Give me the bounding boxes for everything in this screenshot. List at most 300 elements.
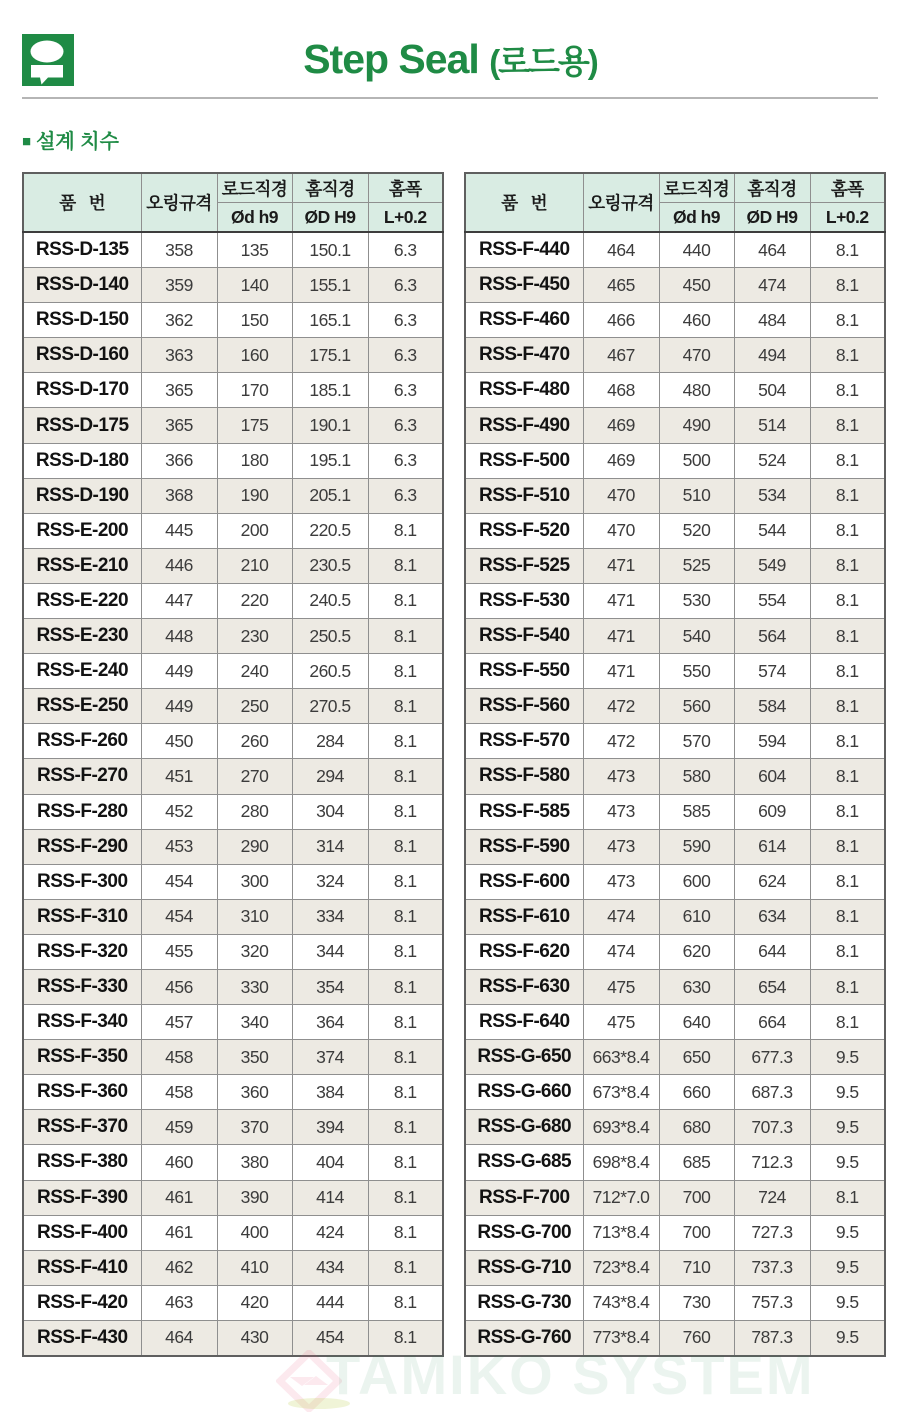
groove-width-cell: 9.5 — [810, 1285, 885, 1320]
rod-diameter-cell: 280 — [217, 794, 292, 829]
rod-diameter-cell: 330 — [217, 969, 292, 1004]
rod-diameter-cell: 550 — [659, 654, 734, 689]
column-subheader-groove_diameter: ØD H9 — [292, 203, 368, 233]
table-row — [465, 478, 885, 513]
oring-spec-cell: 473 — [583, 864, 659, 899]
part-number-cell: RSS-F-510 — [465, 478, 583, 513]
part-number-cell: RSS-F-380 — [23, 1145, 141, 1180]
groove-diameter-cell: 504 — [734, 373, 810, 408]
groove-width-cell: 8.1 — [368, 1180, 443, 1215]
part-number-cell: RSS-F-290 — [23, 829, 141, 864]
part-number-cell: RSS-F-400 — [23, 1215, 141, 1250]
table-row — [465, 268, 885, 303]
part-number-cell: RSS-E-250 — [23, 689, 141, 724]
groove-diameter-cell: 524 — [734, 443, 810, 478]
rod-diameter-cell: 520 — [659, 513, 734, 548]
groove-width-cell: 8.1 — [810, 724, 885, 759]
oring-spec-cell: 455 — [141, 934, 217, 969]
groove-width-cell: 8.1 — [810, 864, 885, 899]
table-row — [465, 513, 885, 548]
rod-diameter-cell: 380 — [217, 1145, 292, 1180]
groove-diameter-cell: 195.1 — [292, 443, 368, 478]
groove-diameter-cell: 757.3 — [734, 1285, 810, 1320]
table-row — [465, 408, 885, 443]
part-number-cell: RSS-F-360 — [23, 1075, 141, 1110]
rod-diameter-cell: 190 — [217, 478, 292, 513]
table-row — [23, 1110, 443, 1145]
oring-spec-cell: 365 — [141, 373, 217, 408]
table-row — [23, 478, 443, 513]
table-row — [23, 1250, 443, 1285]
part-number-cell: RSS-G-660 — [465, 1075, 583, 1110]
rod-diameter-cell: 480 — [659, 373, 734, 408]
oring-spec-cell: 471 — [583, 619, 659, 654]
groove-diameter-cell: 155.1 — [292, 268, 368, 303]
part-number-cell: RSS-F-620 — [465, 934, 583, 969]
rod-diameter-cell: 140 — [217, 268, 292, 303]
oring-spec-cell: 475 — [583, 1005, 659, 1040]
rod-diameter-cell: 220 — [217, 583, 292, 618]
groove-diameter-cell: 604 — [734, 759, 810, 794]
step-seal-logo-icon — [22, 34, 74, 86]
rod-diameter-cell: 640 — [659, 1005, 734, 1040]
part-number-cell: RSS-G-685 — [465, 1145, 583, 1180]
rod-diameter-cell: 180 — [217, 443, 292, 478]
oring-spec-cell: 723*8.4 — [583, 1250, 659, 1285]
rod-diameter-cell: 700 — [659, 1180, 734, 1215]
table-row — [23, 338, 443, 373]
groove-width-cell: 6.3 — [368, 443, 443, 478]
column-header-groove_diameter: 홈직경 — [734, 173, 810, 203]
groove-width-cell: 8.1 — [810, 303, 885, 338]
groove-diameter-cell: 344 — [292, 934, 368, 969]
table-row — [465, 1075, 885, 1110]
groove-width-cell: 8.1 — [368, 1075, 443, 1110]
table-row — [23, 829, 443, 864]
header-divider — [22, 97, 878, 99]
table-row — [23, 654, 443, 689]
part-number-cell: RSS-F-480 — [465, 373, 583, 408]
groove-width-cell: 8.1 — [810, 232, 885, 268]
oring-spec-cell: 359 — [141, 268, 217, 303]
column-subheader-groove_width: L+0.2 — [368, 203, 443, 233]
groove-diameter-cell: 394 — [292, 1110, 368, 1145]
part-number-cell: RSS-D-135 — [23, 232, 141, 268]
column-header-groove_width: 홈폭 — [810, 173, 885, 203]
groove-width-cell: 9.5 — [810, 1075, 885, 1110]
rod-diameter-cell: 270 — [217, 759, 292, 794]
oring-spec-cell: 773*8.4 — [583, 1320, 659, 1356]
part-number-cell: RSS-F-540 — [465, 619, 583, 654]
table-row — [465, 1110, 885, 1145]
rod-diameter-cell: 540 — [659, 619, 734, 654]
part-number-cell: RSS-F-640 — [465, 1005, 583, 1040]
part-number-cell: RSS-F-430 — [23, 1320, 141, 1356]
oring-spec-cell: 366 — [141, 443, 217, 478]
oring-spec-cell: 743*8.4 — [583, 1285, 659, 1320]
groove-width-cell: 8.1 — [368, 1145, 443, 1180]
oring-spec-cell: 698*8.4 — [583, 1145, 659, 1180]
rod-diameter-cell: 240 — [217, 654, 292, 689]
groove-width-cell: 8.1 — [810, 583, 885, 618]
oring-spec-cell: 471 — [583, 654, 659, 689]
column-header-rod_diameter: 로드직경 — [217, 173, 292, 203]
rod-diameter-cell: 210 — [217, 548, 292, 583]
part-number-cell: RSS-F-500 — [465, 443, 583, 478]
part-number-cell: RSS-F-370 — [23, 1110, 141, 1145]
rod-diameter-cell: 320 — [217, 934, 292, 969]
oring-spec-cell: 470 — [583, 478, 659, 513]
oring-spec-cell: 712*7.0 — [583, 1180, 659, 1215]
table-row — [23, 513, 443, 548]
rod-diameter-cell: 340 — [217, 1005, 292, 1040]
table-row — [23, 689, 443, 724]
rod-diameter-cell: 680 — [659, 1110, 734, 1145]
oring-spec-cell: 449 — [141, 654, 217, 689]
groove-width-cell: 8.1 — [368, 583, 443, 618]
table-row — [465, 1180, 885, 1215]
table-row — [23, 1040, 443, 1075]
part-number-cell: RSS-F-450 — [465, 268, 583, 303]
groove-width-cell: 8.1 — [810, 1180, 885, 1215]
groove-width-cell: 8.1 — [368, 724, 443, 759]
table-row — [23, 1180, 443, 1215]
part-number-cell: RSS-F-260 — [23, 724, 141, 759]
oring-spec-cell: 663*8.4 — [583, 1040, 659, 1075]
spec-tables-container — [22, 172, 878, 1357]
rod-diameter-cell: 290 — [217, 829, 292, 864]
table-row — [23, 759, 443, 794]
table-row — [23, 268, 443, 303]
groove-diameter-cell: 594 — [734, 724, 810, 759]
groove-width-cell: 8.1 — [810, 338, 885, 373]
groove-width-cell: 9.5 — [810, 1250, 885, 1285]
table-row — [465, 548, 885, 583]
groove-diameter-cell: 644 — [734, 934, 810, 969]
groove-diameter-cell: 314 — [292, 829, 368, 864]
part-number-cell: RSS-E-210 — [23, 548, 141, 583]
oring-spec-cell: 673*8.4 — [583, 1075, 659, 1110]
part-number-cell: RSS-F-700 — [465, 1180, 583, 1215]
rod-diameter-cell: 525 — [659, 548, 734, 583]
rod-diameter-cell: 450 — [659, 268, 734, 303]
oring-spec-cell: 470 — [583, 513, 659, 548]
table-row — [23, 303, 443, 338]
groove-diameter-cell: 584 — [734, 689, 810, 724]
rod-diameter-cell: 350 — [217, 1040, 292, 1075]
part-number-cell: RSS-G-760 — [465, 1320, 583, 1356]
part-number-cell: RSS-G-700 — [465, 1215, 583, 1250]
table-row — [465, 794, 885, 829]
table-row — [465, 303, 885, 338]
groove-width-cell: 6.3 — [368, 303, 443, 338]
groove-width-cell: 8.1 — [368, 1040, 443, 1075]
section-label: ■ 설계 치수 — [22, 131, 119, 153]
groove-width-cell: 8.1 — [368, 969, 443, 1004]
part-number-cell: RSS-F-490 — [465, 408, 583, 443]
part-number-cell: RSS-F-570 — [465, 724, 583, 759]
page-title: Step Seal (로드용) — [303, 36, 597, 82]
table-row — [465, 1215, 885, 1250]
oring-spec-cell: 464 — [583, 232, 659, 268]
groove-diameter-cell: 494 — [734, 338, 810, 373]
groove-width-cell: 8.1 — [810, 829, 885, 864]
column-subheader-groove_diameter: ØD H9 — [734, 203, 810, 233]
oring-spec-cell: 451 — [141, 759, 217, 794]
oring-spec-cell: 473 — [583, 829, 659, 864]
table-row — [23, 1005, 443, 1040]
rod-diameter-cell: 570 — [659, 724, 734, 759]
groove-diameter-cell: 609 — [734, 794, 810, 829]
oring-spec-cell: 475 — [583, 969, 659, 1004]
oring-spec-cell: 459 — [141, 1110, 217, 1145]
table-row — [465, 759, 885, 794]
part-number-cell: RSS-D-175 — [23, 408, 141, 443]
rod-diameter-cell: 230 — [217, 619, 292, 654]
oring-spec-cell: 472 — [583, 689, 659, 724]
part-number-cell: RSS-D-190 — [23, 478, 141, 513]
part-number-cell: RSS-F-310 — [23, 899, 141, 934]
table-row — [465, 1250, 885, 1285]
right-spec-table — [464, 172, 886, 1357]
rod-diameter-cell: 150 — [217, 303, 292, 338]
left-spec-table — [22, 172, 444, 1357]
groove-diameter-cell: 564 — [734, 619, 810, 654]
part-number-cell: RSS-F-580 — [465, 759, 583, 794]
groove-width-cell: 8.1 — [368, 759, 443, 794]
groove-diameter-cell: 707.3 — [734, 1110, 810, 1145]
part-number-cell: RSS-F-330 — [23, 969, 141, 1004]
part-number-cell: RSS-F-280 — [23, 794, 141, 829]
table-row — [23, 443, 443, 478]
rod-diameter-cell: 260 — [217, 724, 292, 759]
groove-diameter-cell: 205.1 — [292, 478, 368, 513]
groove-width-cell: 8.1 — [810, 268, 885, 303]
part-number-cell: RSS-F-390 — [23, 1180, 141, 1215]
part-number-cell: RSS-F-300 — [23, 864, 141, 899]
part-number-cell: RSS-F-585 — [465, 794, 583, 829]
oring-spec-cell: 457 — [141, 1005, 217, 1040]
groove-width-cell: 8.1 — [368, 689, 443, 724]
oring-spec-cell: 464 — [141, 1320, 217, 1356]
rod-diameter-cell: 710 — [659, 1250, 734, 1285]
groove-diameter-cell: 220.5 — [292, 513, 368, 548]
groove-diameter-cell: 654 — [734, 969, 810, 1004]
groove-width-cell: 8.1 — [368, 1110, 443, 1145]
rod-diameter-cell: 135 — [217, 232, 292, 268]
oring-spec-cell: 362 — [141, 303, 217, 338]
groove-width-cell: 9.5 — [810, 1215, 885, 1250]
table-row — [465, 689, 885, 724]
part-number-cell: RSS-F-590 — [465, 829, 583, 864]
groove-diameter-cell: 534 — [734, 478, 810, 513]
column-header-part_no: 품 번 — [465, 173, 583, 232]
column-subheader-groove_width: L+0.2 — [810, 203, 885, 233]
groove-diameter-cell: 414 — [292, 1180, 368, 1215]
groove-width-cell: 8.1 — [810, 689, 885, 724]
table-row — [23, 969, 443, 1004]
groove-width-cell: 9.5 — [810, 1040, 885, 1075]
groove-width-cell: 8.1 — [368, 619, 443, 654]
rod-diameter-cell: 370 — [217, 1110, 292, 1145]
part-number-cell: RSS-F-340 — [23, 1005, 141, 1040]
column-header-oring_spec: 오링규격 — [583, 173, 659, 232]
groove-diameter-cell: 737.3 — [734, 1250, 810, 1285]
groove-width-cell: 8.1 — [368, 548, 443, 583]
table-row — [465, 443, 885, 478]
rod-diameter-cell: 660 — [659, 1075, 734, 1110]
oring-spec-cell: 447 — [141, 583, 217, 618]
table-row — [465, 934, 885, 969]
oring-spec-cell: 363 — [141, 338, 217, 373]
oring-spec-cell: 450 — [141, 724, 217, 759]
table-row — [465, 829, 885, 864]
groove-width-cell: 8.1 — [368, 794, 443, 829]
groove-diameter-cell: 374 — [292, 1040, 368, 1075]
groove-width-cell: 9.5 — [810, 1320, 885, 1356]
part-number-cell: RSS-F-350 — [23, 1040, 141, 1075]
groove-diameter-cell: 664 — [734, 1005, 810, 1040]
groove-width-cell: 8.1 — [810, 899, 885, 934]
rod-diameter-cell: 200 — [217, 513, 292, 548]
groove-diameter-cell: 614 — [734, 829, 810, 864]
groove-diameter-cell: 474 — [734, 268, 810, 303]
groove-diameter-cell: 434 — [292, 1250, 368, 1285]
table-row — [23, 408, 443, 443]
oring-spec-cell: 461 — [141, 1180, 217, 1215]
rod-diameter-cell: 170 — [217, 373, 292, 408]
oring-spec-cell: 454 — [141, 864, 217, 899]
table-row — [23, 724, 443, 759]
rod-diameter-cell: 510 — [659, 478, 734, 513]
groove-width-cell: 8.1 — [368, 513, 443, 548]
part-number-cell: RSS-F-270 — [23, 759, 141, 794]
groove-diameter-cell: 424 — [292, 1215, 368, 1250]
groove-diameter-cell: 240.5 — [292, 583, 368, 618]
part-number-cell: RSS-F-550 — [465, 654, 583, 689]
part-number-cell: RSS-E-200 — [23, 513, 141, 548]
groove-width-cell: 6.3 — [368, 408, 443, 443]
part-number-cell: RSS-G-730 — [465, 1285, 583, 1320]
rod-diameter-cell: 160 — [217, 338, 292, 373]
table-row — [465, 864, 885, 899]
groove-width-cell: 8.1 — [810, 513, 885, 548]
part-number-cell: RSS-G-680 — [465, 1110, 583, 1145]
oring-spec-cell: 445 — [141, 513, 217, 548]
table-row — [23, 864, 443, 899]
table-row — [465, 619, 885, 654]
part-number-cell: RSS-G-650 — [465, 1040, 583, 1075]
table-row — [23, 899, 443, 934]
groove-width-cell: 6.3 — [368, 373, 443, 408]
rod-diameter-cell: 760 — [659, 1320, 734, 1356]
groove-width-cell: 8.1 — [810, 548, 885, 583]
table-row — [465, 338, 885, 373]
column-header-rod_diameter: 로드직경 — [659, 173, 734, 203]
rod-diameter-cell: 440 — [659, 232, 734, 268]
groove-diameter-cell: 454 — [292, 1320, 368, 1356]
groove-width-cell: 8.1 — [810, 408, 885, 443]
table-row — [465, 583, 885, 618]
groove-diameter-cell: 624 — [734, 864, 810, 899]
groove-width-cell: 6.3 — [368, 232, 443, 268]
oring-spec-cell: 368 — [141, 478, 217, 513]
groove-diameter-cell: 464 — [734, 232, 810, 268]
oring-spec-cell: 456 — [141, 969, 217, 1004]
part-number-cell: RSS-F-460 — [465, 303, 583, 338]
part-number-cell: RSS-F-630 — [465, 969, 583, 1004]
part-number-cell: RSS-E-220 — [23, 583, 141, 618]
groove-diameter-cell: 185.1 — [292, 373, 368, 408]
rod-diameter-cell: 590 — [659, 829, 734, 864]
table-row — [23, 1215, 443, 1250]
part-number-cell: RSS-F-420 — [23, 1285, 141, 1320]
groove-diameter-cell: 514 — [734, 408, 810, 443]
rod-diameter-cell: 580 — [659, 759, 734, 794]
rod-diameter-cell: 530 — [659, 583, 734, 618]
rod-diameter-cell: 560 — [659, 689, 734, 724]
part-number-cell: RSS-F-600 — [465, 864, 583, 899]
groove-width-cell: 8.1 — [810, 619, 885, 654]
oring-spec-cell: 448 — [141, 619, 217, 654]
oring-spec-cell: 471 — [583, 548, 659, 583]
groove-width-cell: 8.1 — [810, 373, 885, 408]
groove-width-cell: 8.1 — [810, 1005, 885, 1040]
table-row — [23, 1075, 443, 1110]
groove-width-cell: 8.1 — [368, 934, 443, 969]
groove-width-cell: 8.1 — [368, 1215, 443, 1250]
table-row — [465, 969, 885, 1004]
watermark-text: TAMIKO SYSTEM — [326, 1343, 815, 1406]
groove-width-cell: 8.1 — [368, 1250, 443, 1285]
table-row — [23, 1145, 443, 1180]
table-row — [465, 1285, 885, 1320]
oring-spec-cell: 469 — [583, 408, 659, 443]
groove-width-cell: 8.1 — [368, 899, 443, 934]
groove-diameter-cell: 304 — [292, 794, 368, 829]
table-row — [465, 1005, 885, 1040]
rod-diameter-cell: 490 — [659, 408, 734, 443]
part-number-cell: RSS-D-170 — [23, 373, 141, 408]
groove-width-cell: 8.1 — [368, 1005, 443, 1040]
column-header-groove_diameter: 홈직경 — [292, 173, 368, 203]
table-row — [465, 1040, 885, 1075]
part-number-cell: RSS-F-410 — [23, 1250, 141, 1285]
table-row — [23, 619, 443, 654]
rod-diameter-cell: 620 — [659, 934, 734, 969]
rod-diameter-cell: 410 — [217, 1250, 292, 1285]
part-number-cell: RSS-E-240 — [23, 654, 141, 689]
table-row — [23, 794, 443, 829]
groove-width-cell: 8.1 — [368, 654, 443, 689]
oring-spec-cell: 471 — [583, 583, 659, 618]
groove-width-cell: 8.1 — [368, 1285, 443, 1320]
oring-spec-cell: 463 — [141, 1285, 217, 1320]
table-row — [465, 1145, 885, 1180]
table-row — [465, 232, 885, 268]
groove-width-cell: 6.3 — [368, 268, 443, 303]
part-number-cell: RSS-D-160 — [23, 338, 141, 373]
oring-spec-cell: 460 — [141, 1145, 217, 1180]
part-number-cell: RSS-E-230 — [23, 619, 141, 654]
table-row — [465, 654, 885, 689]
groove-diameter-cell: 364 — [292, 1005, 368, 1040]
rod-diameter-cell: 390 — [217, 1180, 292, 1215]
groove-width-cell: 9.5 — [810, 1145, 885, 1180]
groove-diameter-cell: 787.3 — [734, 1320, 810, 1356]
groove-width-cell: 8.1 — [810, 443, 885, 478]
part-number-cell: RSS-F-610 — [465, 899, 583, 934]
